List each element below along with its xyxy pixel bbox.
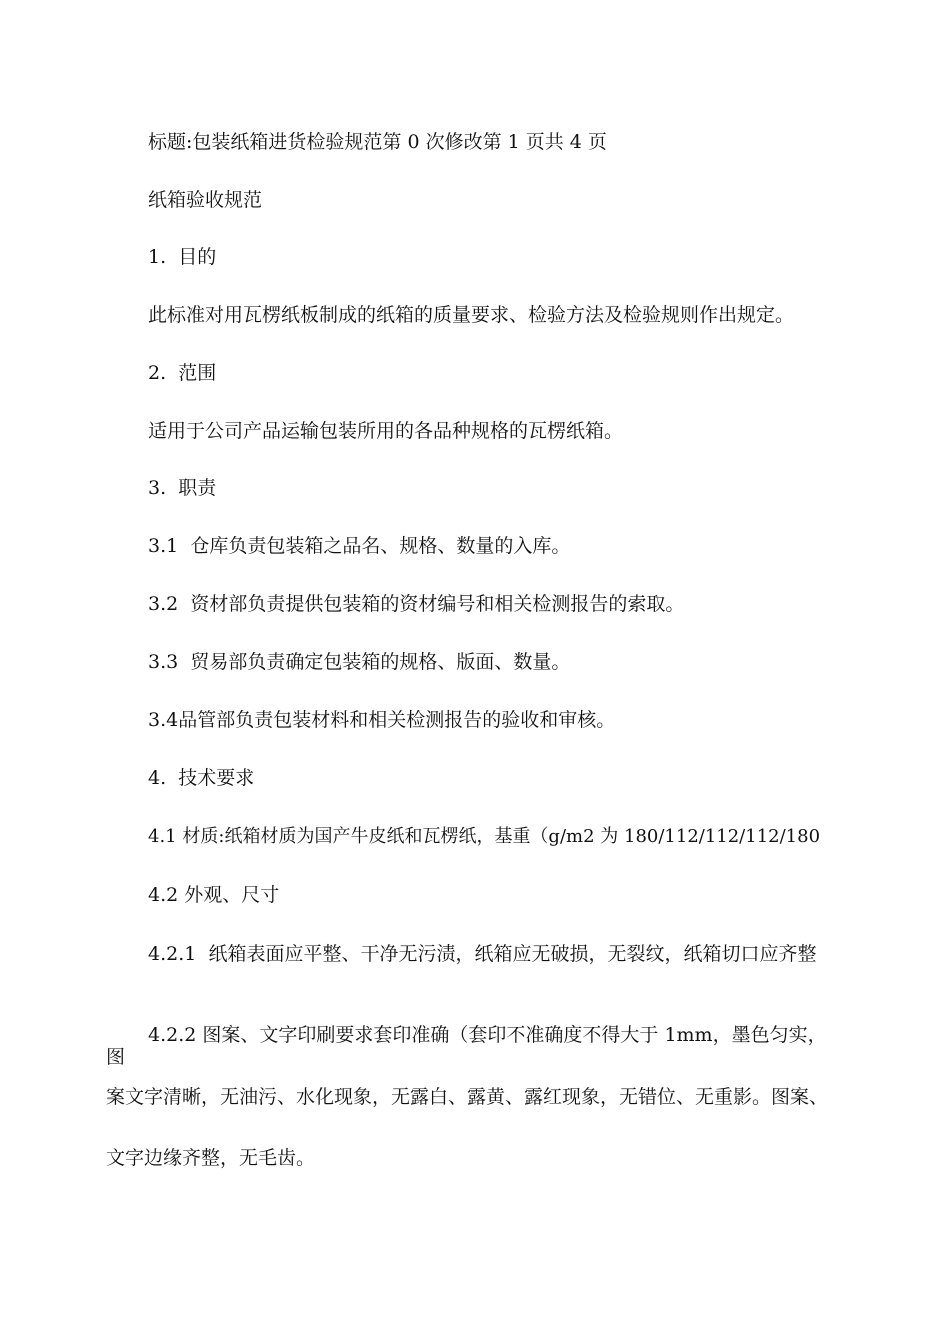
clause-4-2-2-line-3: 文字边缘齐整，无毛齿。 <box>106 1147 316 1169</box>
section-title: 目的 <box>178 246 217 268</box>
section-1-heading <box>148 246 216 268</box>
clause-text: 品管部负责包装材料和相关检测报告的验收和审核。 <box>178 709 616 731</box>
clause-4-2-2-line-1 <box>106 1024 831 1068</box>
clause-number: 3.2 <box>148 593 179 615</box>
section-title: 技术要求 <box>178 767 255 789</box>
section-4-heading <box>148 767 254 789</box>
clause-3-4 <box>148 709 615 731</box>
section-number: 4. <box>148 767 167 789</box>
clause-text: 纸箱表面应平整、干净无污渍，纸箱应无破损，无裂纹，纸箱切口应齐整 <box>208 943 817 965</box>
clause-text: 图案、文字印刷要求套印准确（套印不准确度不得大于 1mm，墨色匀实，图 <box>106 1024 827 1068</box>
clause-4-2 <box>148 884 279 906</box>
clause-number: 4.1 <box>148 826 177 847</box>
clause-4-1 <box>148 826 820 848</box>
clause-3-3 <box>148 651 570 673</box>
clause-number: 4.2 <box>148 884 179 906</box>
document-title: 纸箱验收规范 <box>148 189 263 211</box>
clause-text: 资材部负责提供包装箱的资材编号和相关检测报告的索取。 <box>190 593 685 615</box>
clause-number: 4.2.1 <box>148 943 197 965</box>
section-title: 职责 <box>178 477 217 499</box>
document-header-line: 标题:包装纸箱进货检验规范第 0 次修改第 1 页共 4 页 <box>148 131 607 153</box>
clause-text: 贸易部负责确定包装箱的规格、版面、数量。 <box>190 651 571 673</box>
clause-3-2 <box>148 593 684 615</box>
section-3-heading <box>148 477 216 499</box>
section-2-heading <box>148 362 216 384</box>
clause-4-2-2-line-2: 案文字清晰，无油污、水化现象，无露白、露黄、露红现象，无错位、无重影。图案、 <box>106 1086 829 1108</box>
section-number: 2. <box>148 362 167 384</box>
clause-number: 3.4 <box>148 709 179 731</box>
clause-3-1 <box>148 535 570 557</box>
section-2-text: 适用于公司产品运输包装所用的各品种规格的瓦楞纸箱。 <box>148 420 624 442</box>
section-title: 范围 <box>178 362 217 384</box>
clause-number: 3.3 <box>148 651 179 673</box>
clause-text: 材质:纸箱材质为国产牛皮纸和瓦楞纸，基重（g/m2 为 180/112/112/112/180 <box>182 826 821 847</box>
clause-number: 4.2.2 <box>148 1024 197 1046</box>
section-number: 1. <box>148 246 167 268</box>
section-number: 3. <box>148 477 167 499</box>
section-1-text: 此标准对用瓦楞纸板制成的纸箱的质量要求、检验方法及检验规则作出规定。 <box>148 304 795 326</box>
clause-4-2-1 <box>106 943 831 965</box>
clause-text: 外观、尺寸 <box>184 884 280 906</box>
clause-text: 仓库负责包装箱之品名、规格、数量的入库。 <box>190 535 571 557</box>
clause-number: 3.1 <box>148 535 179 557</box>
